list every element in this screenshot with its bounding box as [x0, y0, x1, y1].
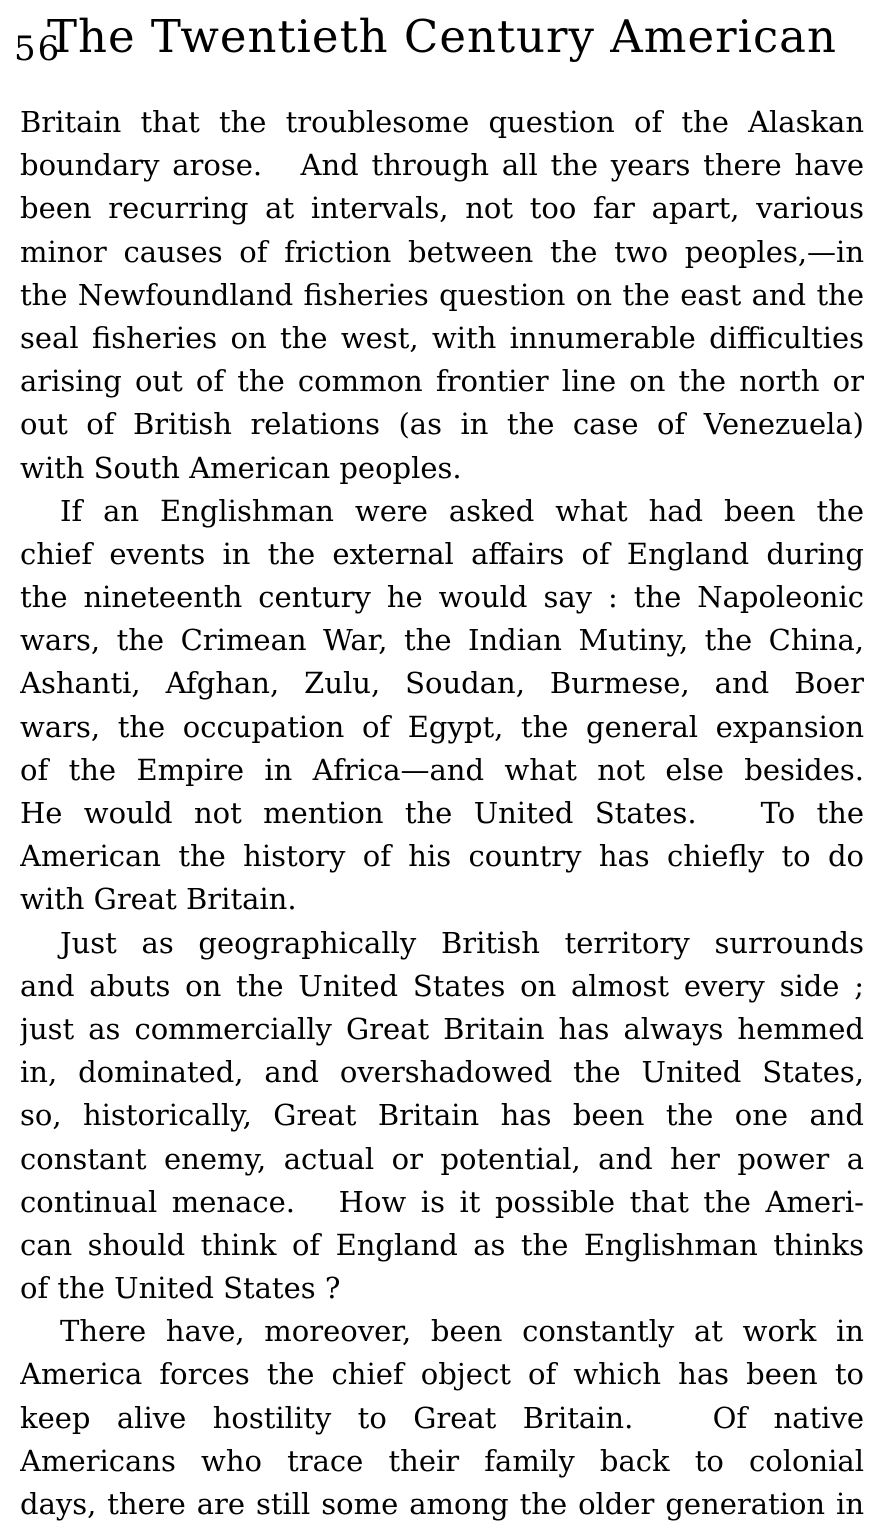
text-line: If an Englishman were asked what had been the — [60, 493, 864, 528]
text-line: constant enemy, actual or potential, and her power a — [20, 1141, 864, 1176]
text-line: been recurring at intervals, not too far apart, various — [20, 191, 864, 226]
text-line: Americans who trace their family back to colonial — [20, 1443, 864, 1478]
text-line: American the history of his country has chiefly to do — [20, 839, 864, 874]
text-line: America forces the chief object of which has been to — [20, 1357, 864, 1392]
text-line: with Great Britain. — [20, 882, 297, 917]
text-line: keep alive hostility to Great Britain. Of native — [20, 1400, 864, 1435]
page-number: 56 — [14, 29, 62, 69]
text-line: Just as geographically British territory surrounds — [60, 925, 864, 960]
text-line: just as commercially Great Britain has always hemmed — [20, 1011, 864, 1046]
text-line: can should think of England as the Englishman thinks — [20, 1227, 864, 1262]
paragraph — [20, 490, 864, 922]
text-line: seal fisheries on the west, with innumerable difficulties — [20, 320, 864, 355]
text-line: He would not mention the United States. To the — [20, 796, 864, 830]
text-line: minor causes of friction between the two peoples,—in — [20, 234, 864, 269]
text-line: so, historically, Great Britain has been the one and — [20, 1098, 864, 1133]
text-line: with South American peoples. — [20, 450, 462, 485]
text-line: out of British relations (as in the case of Venezuela) — [20, 407, 864, 442]
page-body — [20, 101, 864, 1526]
text-line: Ashanti, Afghan, Zulu, Soudan, Burmese, and Boer — [20, 666, 864, 701]
paragraph — [20, 1310, 864, 1526]
text-line: and abuts on the United States on almost every side ; — [20, 968, 864, 1003]
text-line: Britain that the troublesome question of the Alaskan — [20, 105, 864, 139]
text-line: arising out of the common frontier line on the north or — [20, 364, 864, 399]
text-line: in, dominated, and overshadowed the United States, — [20, 1055, 864, 1090]
text-line: of the Empire in Africa—and what not else besides. — [20, 752, 864, 787]
text-line: There have, moreover, been constantly at work in — [60, 1314, 864, 1349]
text-line: boundary arose. And through all the years there have — [20, 148, 864, 183]
paragraph — [20, 101, 864, 490]
text-line: days, there are still some among the older generation in — [20, 1487, 864, 1521]
paragraph — [20, 922, 864, 1311]
page-header — [0, 8, 884, 78]
text-line: of the United States ? — [20, 1271, 341, 1306]
text-line: the Newfoundland fisheries question on the east and the — [20, 277, 864, 312]
text-line: the nineteenth century he would say : the Napoleonic — [20, 580, 864, 615]
text-line: wars, the occupation of Egypt, the general expansion — [20, 709, 864, 744]
text-line: wars, the Crimean War, the Indian Mutiny, the China, — [20, 623, 864, 658]
running-title: The Twentieth Century American — [46, 10, 837, 63]
text-line: chief events in the external affairs of England during — [20, 536, 864, 571]
text-line: continual menace. How is it possible that the Ameri- — [20, 1184, 864, 1219]
